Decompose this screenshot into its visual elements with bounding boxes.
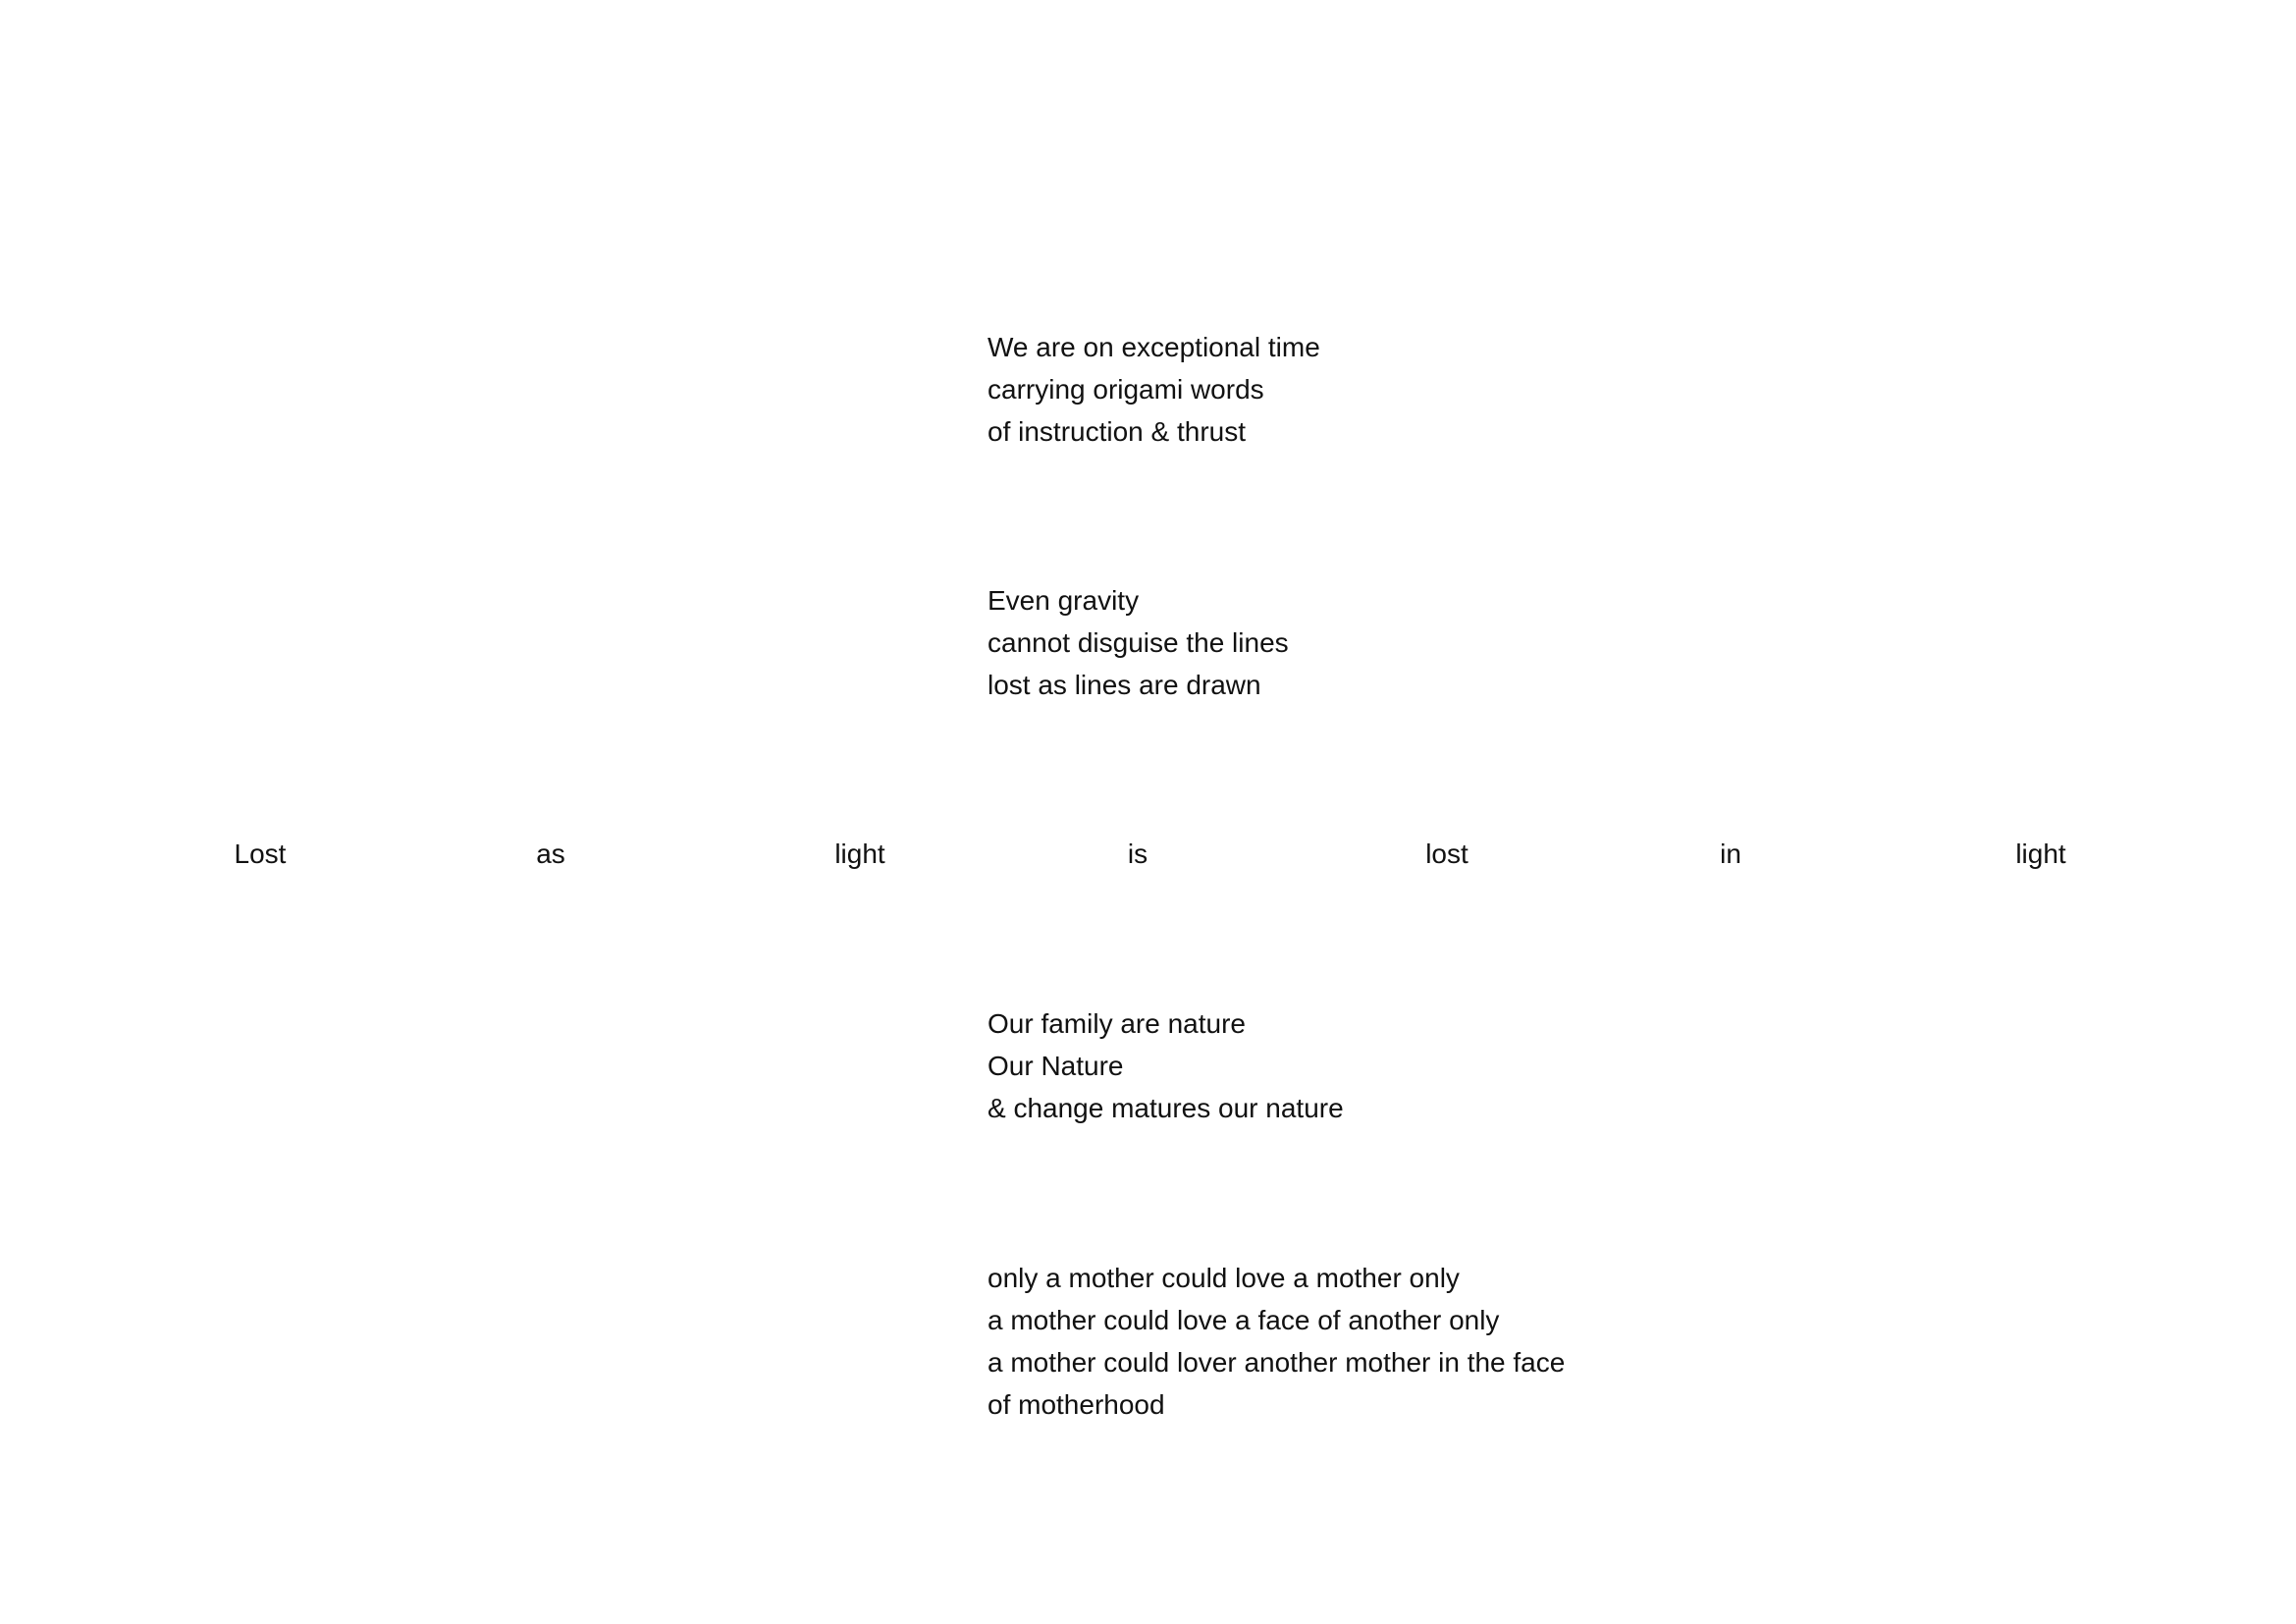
spread-word: light	[2015, 839, 2066, 869]
poem-line: Our family are nature	[988, 1008, 1246, 1039]
poem-line: We are on exceptional time	[988, 332, 1320, 362]
stanza-5	[988, 1257, 1565, 1426]
poem-line: of instruction & thrust	[988, 416, 1247, 447]
poem-line: Our Nature	[988, 1051, 1124, 1081]
poem-line: carrying origami words	[988, 374, 1264, 405]
poem-line: of motherhood	[988, 1389, 1165, 1420]
poem-line: Even gravity	[988, 585, 1140, 616]
poem-line: a mother could love a face of another only	[988, 1305, 1500, 1335]
stanza-4	[988, 1002, 1344, 1129]
spread-word: light	[834, 839, 885, 869]
poem-line: only a mother could love a mother only	[988, 1263, 1460, 1293]
poem-line: a mother could lover another mother in the face	[988, 1347, 1566, 1378]
poem-line: & change matures our nature	[988, 1093, 1344, 1123]
spread-word: Lost	[234, 839, 287, 869]
spread-word: is	[1127, 839, 1148, 869]
poem-line: cannot disguise the lines	[988, 627, 1289, 658]
spread-word: lost	[1425, 839, 1468, 869]
spread-word: in	[1720, 839, 1741, 869]
stanza-2	[988, 579, 1289, 706]
poem-line: lost as lines are drawn	[988, 670, 1261, 700]
stanza-1	[988, 326, 1320, 453]
spread-word: as	[536, 839, 565, 869]
spread-line	[0, 833, 2296, 875]
